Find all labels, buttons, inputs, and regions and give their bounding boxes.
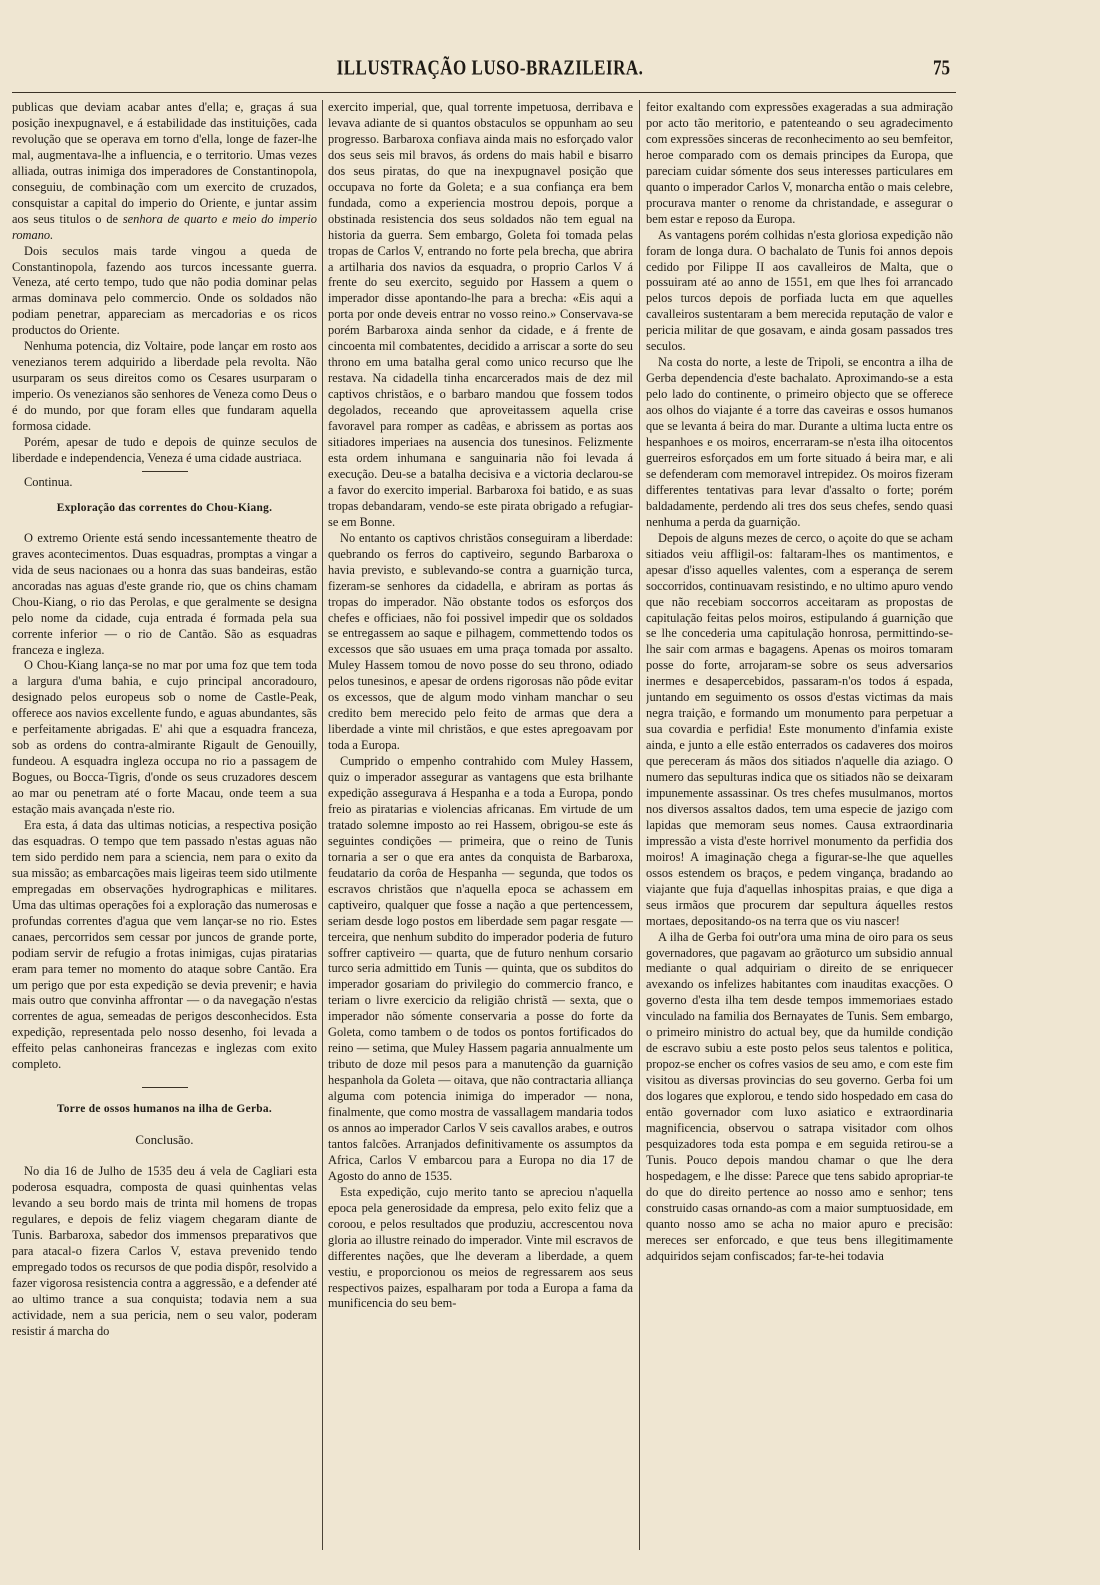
gerba-paragraph-3: No entanto os captivos christãos conseguiram a liberdade: quebrando os ferros do captiveiro, segundo Barbaroxa o havia previsto, e sublevando-se contra a guarnição turca, fizeram-se senhores da cidadella, e abriram as portas ás tropas do imperador. Não obstante todos os esforços dos chefes e officiaes, não foi possivel impedir que os soldados se entregassem ao saque e pilhagem, commettendo todos os excessos que são usuaes em uma praça tomada por assalto. Muley Hassem tomou de novo posse do seu throno, odiado pelos tunesinos, e apesar de ordens rigorosas não pôde evitar os excessos, que de algum modo vinham manchar o seu credito bem merecido pelo feito de armas que dera a liberdade a vinte mil christãos, e que estes apregoavam por toda a Europa. (328, 530, 633, 753)
gerba-paragraph-6: feitor exaltando com expressões exageradas a sua admiração por acto tão meritorio, e patenteando o seu agradecimento com expressões sinceras de reconhecimento ao seu bemfeitor, heroe comparado com os demais principes da Europa, que pareciam cuidar sómente dos seus interesses particulares em quanto o imperador Carlos V, monarcha então o mais celebre, procurava manter o renome da christandade, e assegurar o bem estar e reposo da Europa. (646, 100, 953, 226)
column-2 (328, 100, 633, 1555)
article-heading-gerba: Torre de ossos humanos na ilha de Gerba. (56, 1103, 273, 1116)
publication-title: ILLUSTRAÇÃO LUSO-BRAZILEIRA. (336, 55, 644, 80)
masthead (0, 52, 1100, 82)
venice-paragraph-4: Porém, apesar de tudo e depois de quinze seculos de liberdade e independencia, Veneza é uma cidade austriaca. (12, 435, 317, 465)
gerba-paragraph-5: Esta expedição, cujo merito tanto se apreciou n'aquella epoca pela generosidade da empresa, pelo exito feliz que a coroou, e pelos resultados que produziu, accrescentou nova gloria ao illustre reinado do imperador. Vinte mil escravos de differentes nações, que lhe deveram a liberdade, a quem vestiu, e proporcionou os meios de regressarem aos seus respectivos paizes, espalharam por toda a Europa a fama da munificencia do seu bem- (328, 1184, 633, 1311)
column-3 (646, 100, 953, 1555)
chou-kiang-paragraph-3: Era esta, á data das ultimas noticias, a respectiva posição das esquadras. O tempo que tem passado n'estas aguas não tem sido perdido nem para a sciencia, nem para o exito da sua missão; as embarcações mais ligeiras teem sido utilmente empregadas em observações hydrographicas e militares. Uma das ultimas operações foi a exploração das numerosas e profundas correntes d'agua que vem lançar-se no rio. Estes canaes, percorridos sem cessar por juncos de grande porte, podiam servir de refugio a frotas inimigas, cujas piratarias eram para temer no momento do ataque sobre Cantão. Era um perigo que por esta expedição se devia prevenir; e havia mais outro que convinha affrontar — o da navegação n'estas correntes de agua, semeadas de perigos desconhecidos. Esta expedição, representada pelo nosso desenho, foi levada a effeito pelas canhoneiras francezas e inglezas com exito completo. (12, 817, 317, 1072)
gerba-paragraph-2: exercito imperial, que, qual torrente impetuosa, derribava e levava adiante de si quantos obstaculos se oppunham ao seu progresso. Barbaroxa confiava ainda mais no esforçado valor dos seus seis mil bravos, ás ordens do mais habil e bisarro dos seus piratas, do que na inexpugnavel posição que occupava no forte da Goleta; e a sua confiança era bem fundada, como a experiencia mostrou depois, porque a obstinada resistencia dos seus soldados não tem egual na historia da guerra. Sem embargo, Goleta foi tomada pelas tropas de Carlos V, entrando no forte pela brecha, que abrira a artilharia dos navios da esquadra, o proprio Carlos V á frente do seu exercito, seguido por Hassem a quem o imperador disse apontando-lhe para a brecha: «Eis aqui a porta por onde deveis entrar no vosso reino.» Conservava-se porém Barbaroxa ainda senhor da cidade, e á frente de cincoenta mil combatentes, decidido a arriscar a sorte do seu throno em uma batalha geral como unico recurso que lhe restava. Na cidadella tinha encarcerados mais de dez mil captivos christãos, e o barbaro mandou que fossem todos degolados, receando que aproveitassem aquella crise favoravel para romper as cadêas, e abrissem as portas aos sitiadores imperiaes na ausencia dos tunesinos. Felizmente esta ordem inhumana e sanguinaria não foi levada á execução. Deu-se a batalha decisiva e a victoria declarou-se a favor do exercito imperial. Barbaroxa foi batido, e as suas tropas debandaram, vendo-se este pirata obrigado a refugiar-se em Bonne. (328, 100, 633, 529)
venice-paragraph-1 (12, 100, 317, 244)
chou-kiang-paragraph-2: O Chou-Kiang lança-se no mar por uma foz que tem toda a largura d'uma bahia, e cujo principal ancoradouro, designado pelos europeus sob o nome de Castle-Peak, offerece aos navios excellente fundo, e aguas abundantes, sãs e perfeitamente abrigadas. E' ahi que a esquadra franceza, sob as ordens do contra-almirante Rigault de Genouilly, fundeou. A esquadra ingleza occupa no rio a passagem de Bogues, ou Bocca-Tigris, d'onde os seus cruzadores descem ao mar ou penetram até o forte Macau, onde teem a sua estação mais avançada n'este rio. (12, 658, 317, 817)
venice-paragraph-2: Dois seculos mais tarde vingou a queda de Constantinopola, fazendo aos turcos incessante guerra. Veneza, até certo tempo, tudo que não podia dominar pelas armas dominava pelo commercio. Onde os soldados não podiam penetrar, appareciam as mercadorias e os ricos productos do Oriente. (12, 243, 317, 338)
column-1 (12, 100, 317, 1555)
conclusao-subheading: Conclusão. (135, 1132, 194, 1148)
venice-title-italic: senhora de quarto e meio do imperio romano. (12, 211, 317, 242)
column-divider-2 (639, 100, 640, 1550)
section-separator (142, 471, 188, 472)
gerba-paragraph-1: No dia 16 de Julho de 1535 deu á vela de Cagliari esta poderosa esquadra, composta de quasi quinhentas velas levando a seu bordo mais de trinta mil homens de tropas regulares, e depois de feliz viagem chegaram diante de Tunis. Barbaroxa, sabedor dos immensos preparativos que para atacal-o fizera Carlos V, estava prevenido tendo empregado todos os recursos de que podia dispôr, resolvido a fazer vigorosa resistencia contra a aggressão, e a defender até ao ultimo trance a sua conquista; todavia nem a sua actividade, nem a sua pericia, nem o seu valor, poderam resistir á marcha do (12, 1164, 317, 1338)
chou-kiang-paragraph-1: O extremo Oriente está sendo incessantemente theatro de graves acontecimentos. Duas esquadras, promptas a vingar a vida de seus nacionaes ou a honra das suas bandeiras, estão ancoradas nas aguas d'este grande rio, que os chins chamam Chou-Kiang, o rio das Perolas, e que geralmente se designa pelo nome da cidade, cuja entrada é formada pela sua corrente inferior — o rio de Cantão. São as esquadras franceza e ingleza. (12, 530, 317, 657)
column-divider-1 (322, 100, 323, 1550)
venice-paragraph-1-text: publicas que deviam acabar antes d'ella; e, graças á sua posição inexpugnavel, e á estabilidade das instituições, cada revolução que se operava em torno d'ella, longe de fazer-lhe mal, augmentava-lhe a influencia, e o territorio. Umas vezes alliada, outras inimiga dos imperadores de Constantinopola, conseguiu, de combinação com um exercito de cruzados, consquistar a capital do imperio do Oriente, e juntar assim aos seus titulos o de (12, 100, 317, 226)
gerba-paragraph-9: Depois de alguns mezes de cerco, o açoite do que se acham sitiados veiu affligil-os: faltaram-lhes os mantimentos, e apesar d'isso aquelles valentes, com a esperança de serem soccorridos, continuavam resistindo, e no ultimo apuro vendo que não recebiam soccorros acceitaram as propostas de capitulação feitas pelos moiros, estipulando á guarnição que se lhe concederia uma capitulação honrosa, permittindo-se-lhe sair com armas e bagagens. Apenas os moiros tomaram posse do forte, arrojaram-se sobre os seus adversarios inermes e desapercebidos, passaram-n'os todos á espada, juntando em seguimento os ossos d'estas victimas da mais negra traição, e formando um monumento para perpetuar a sua covardia e perfidia! Este monumento d'infamia existe ainda, e junto a elle estão enterrados os cadaveres dos moiros que pereceram ás mãos dos sitiados n'aquelle dia aziago. O numero das sepulturas indica que os sitiados não se deixaram impunemente assassinar. Os tres chefes musulmanos, mortos nos diversos assaltos dados, tem uma especie de jazigo com lapidas que memoram seus nomes. Causa extraordinaria impressão a vista d'este horrivel monumento da perfidia dos moiros! A imaginação chega a figurar-se-lhe que aquelles ossos estendem os braços, e pedem vingança, bradando ao viajante que fuja d'aquellas inhospitas praias, e que diga a seus irmãos que procurem dar sepultura áquelles restos mortaes, depositando-os na terra que os viu nascer! (646, 530, 953, 928)
page-number: 75 (933, 55, 950, 80)
header-rule (12, 92, 956, 93)
gerba-paragraph-4: Cumprido o empenho contrahido com Muley Hassem, quiz o imperador assegurar as vantagens que esta brilhante expedição assegurava á Hespanha e a toda a Europa, pondo freio as piratarias e violencias africanas. Em virtude de um tratado solemne imposto ao rei Hassem, obrigou-se este ás seguintes condições — primeira, que o reino de Tunis tornaria a ser o que era antes da conquista de Barbaroxa, feudatario da corôa de Hespanha — segunda, que todos os escravos christãos que n'aquella epoca se achassem em captiveiro, qualquer que fosse a nação a que pertencessem, seriam desde logo postos em liberdade sem pagar resgate — terceira, que nenhum subdito do imperador poderia de futuro soffrer captiveiro — quarta, que de futuro nenhum corsario turco seria admittido em Tunis — quinta, que os subditos do imperador gosariam do privilegio do commercio franco, e teriam o livre exercicio da religião christã — sexta, que o imperador não sómente conservaria a posse do forte da Goleta, como tambem o de todos os pontos fortificados do reino — setima, que Muley Hassem pagaria annualmente um tributo de doze mil pesos para a manutenção da guarnição hespanhola da Goleta — oitava, que não contractaria alliança alguma com potencia inimiga do imperador — nona, finalmente, que como mostra de vassallagem mandaria todos os annos ao imperador Carlos V seis cavallos arabes, e outros tantos falcões. Arranjados definitivamente os assumptos da Africa, Carlos V embarcou para a Europa no dia 17 de Agosto do anno de 1535. (328, 754, 633, 1183)
continua-note: Continua. (24, 474, 73, 489)
article-heading-chou-kiang: Exploração das correntes do Chou-Kiang. (56, 501, 273, 514)
venice-paragraph-3: Nenhuma potencia, diz Voltaire, pode lançar em rosto aos venezianos terem adquirido a liberdade pela revolta. Não usurparam os seus direitos como os Cesares usurparam o imperio. Os venezianos são senhores de Veneza como Deus o é do mundo, por que foram elles que fundaram aquella formosa cidade. (12, 339, 317, 434)
gerba-paragraph-7: As vantagens porém colhidas n'esta gloriosa expedição não foram de longa dura. O bachalato de Tunis foi annos depois cedido por Filippe II aos cavalleiros de Malta, que o possuiram até ao anno de 1551, em que lhes foi arrancado pelos turcos depois de porfiada lucta em que aquelles cavalleiros sustentaram a bem merecida reputação de valor e pericia militar de que gosavam, e ainda gosam passados tres seculos. (646, 227, 953, 354)
gerba-paragraph-8: Na costa do norte, a leste de Tripoli, se encontra a ilha de Gerba dependencia d'este bachalato. Aproximando-se a esta pelo lado do continente, o primeiro objecto que se offerece aos olhos do viajante é a torre das caveiras e ossos humanos que se levanta á beira do mar. Durante a ultima lucta entre os hespanhoes e os moiros, encerraram-se n'esta ilha oitocentos guerreiros esforçados em um forte situado á beira mar, e ali se defenderam com memoravel intrepidez. Os moiros fizeram differentes tentativas para levar d'assalto o forte; porém baldadamente, perdendo ali tres dos seus chefes, sendo quasi nenhuma a perda da guarnição. (646, 355, 953, 529)
gerba-paragraph-10: A ilha de Gerba foi outr'ora uma mina de oiro para os seus governadores, que pagavam ao grãoturco um subsidio annual mediante o qual adquiriam o direito de se enriquecer avexando os infelizes habitantes com inauditas exacções. O governo d'esta ilha tem desde tempos immemoriaes estado vinculado na familia dos Bernayates de Tunis. Sem embargo, o primeiro ministro do actual bey, que da humilde condição de escravo subiu a este posto pelos seus talentos e politica, propoz-se encher os cofres vasios de seu amo, e com este fim visitou as diversas provincias do seu governo. Gerba foi um dos logares que explorou, e tendo sido hospedado em casa do então governador com luxo asiatico e extraordinaria magnificencia, observou o satrapa visitador com olhos pesquizadores toda esta pompa e em seguida retirou-se a Tunis. Pouco depois mandou chamar o que lhe dera hospedagem, e lhe disse: Parece que tens sabido apropriar-te do que do direito pertence ao nosso amo e senhor; tens construido casas ornando-as com a maior sumptuosidade, em quanto nosso amo se acha no maior apuro e precisão: mereces ser enforcado, e que teus bens illegitimamente adquiridos sejam confiscados; far-te-hei todavia (646, 929, 953, 1263)
section-separator (142, 1087, 188, 1088)
